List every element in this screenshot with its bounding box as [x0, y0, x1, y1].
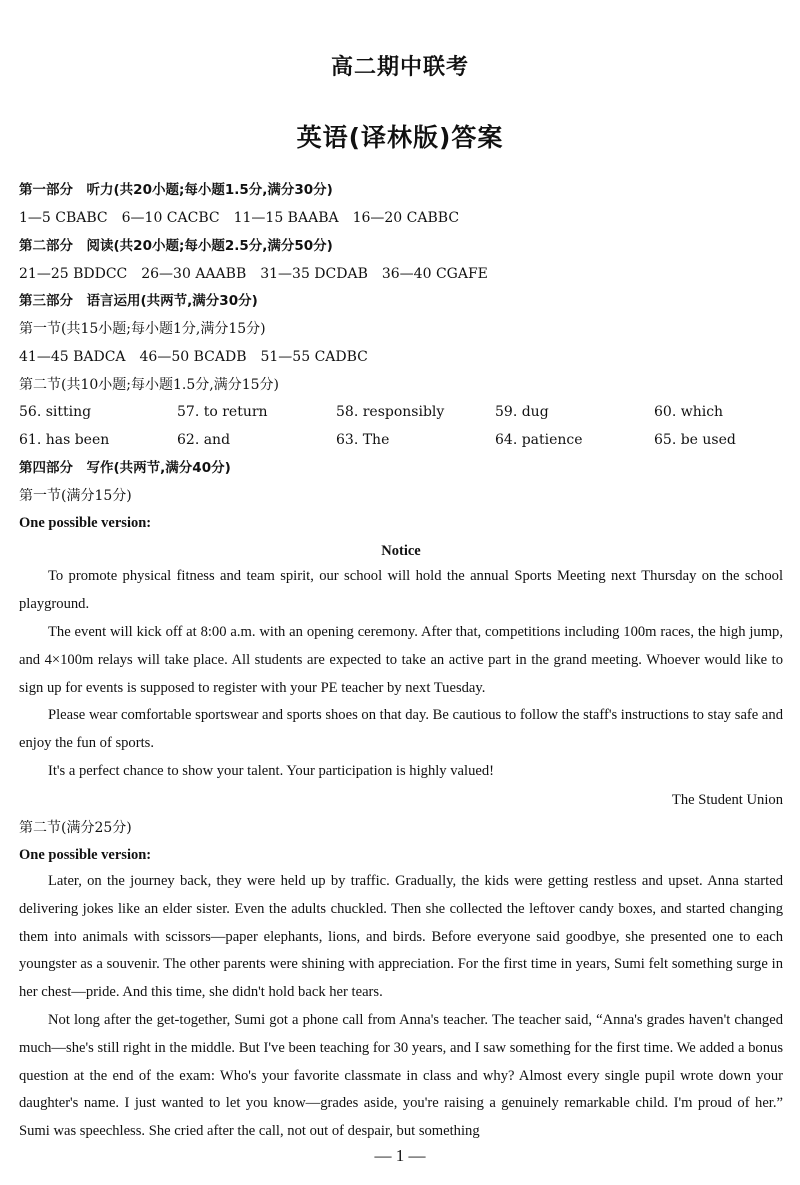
- exam-title: 高二期中联考: [330, 55, 469, 80]
- part3-section2-heading: 第二节(共10小题;每小题1.5分,满分15分): [19, 377, 279, 393]
- page-number: — 1 —: [374, 1146, 426, 1165]
- notice-paragraph: It's a perfect chance to show your talent. Your participation is highly valued!: [48, 763, 494, 779]
- answer-item: 64. patience: [495, 432, 583, 448]
- version-label: One possible version:: [19, 515, 152, 531]
- notice-paragraph: The event will kick off at 8:00 a.m. with an opening ceremony. After that, competitions including 100m races, the high jump, and 4×100m relays will take place. All students are expected to take an active part in the grand meeting. Whoever would like to sign up for events is supposed to register with your PE teacher by next Tuesday.: [19, 624, 783, 696]
- story-paragraph: Not long after the get-together, Sumi got a phone call from Anna's teacher. The teacher said, “Anna's grades haven't changed much—she's still right in the middle. But I've been teaching for 30 years, and I saw something for the first time. We added a bonus question at the end of the exam: Who's your favorite classmate in class and why? Almost every single pupil wrote down your daughter's name. I just wanted to let you know—grades aside, you're raising a genuinely remarkable child. I'm proud of her.” Sumi was speechless. She cried after the call, not out of despair, but something: [19, 1012, 783, 1140]
- part3-section1-heading: 第一节(共15小题;每小题1分,满分15分): [19, 321, 266, 337]
- answer-item: 57. to return: [177, 404, 268, 420]
- version-label: One possible version:: [19, 847, 152, 863]
- answer-item: 65. be used: [654, 432, 736, 448]
- answer-item: 59. dug: [495, 404, 549, 420]
- answer-item: 62. and: [177, 432, 231, 448]
- part2-heading: 第二部分 阅读(共20小题;每小题2.5分,满分50分): [19, 238, 333, 254]
- story-paragraph: Later, on the journey back, they were held up by traffic. Gradually, the kids were getting restless and upset. Anna started delivering jokes like an elder sister. Even the adults chuckled. Then she collected the leftover candy boxes, and started changing them into animals with scissors—paper elephants, lions, and birds. Before everyone said goodbye, she presented one to each youngster as a souvenir. The other parents were shining with appreciation. For the first time in years, Sumi felt something surge in her chest—pride. And this time, she didn't hold back her tears.: [19, 873, 783, 1001]
- part4-heading: 第四部分 写作(共两节,满分40分): [19, 460, 231, 476]
- notice-paragraph: To promote physical fitness and team spirit, our school will hold the annual Sports Meeting next Thursday on the school playground.: [19, 568, 783, 612]
- part4-section2-heading: 第二节(满分25分): [19, 820, 132, 836]
- part4-section1-heading: 第一节(满分15分): [19, 488, 132, 504]
- exam-subtitle: 英语(译林版)答案: [296, 123, 504, 152]
- notice-signature: The Student Union: [671, 792, 783, 808]
- answer-item: 58. responsibly: [336, 404, 445, 420]
- part1-heading: 第一部分 听力(共20小题;每小题1.5分,满分30分): [19, 182, 333, 198]
- answer-item: 60. which: [654, 404, 724, 420]
- answer-item: 61. has been: [19, 432, 110, 448]
- part3-heading: 第三部分 语言运用(共两节,满分30分): [19, 293, 258, 309]
- part3-section1-answers: 41—45 BADCA 46—50 BCADB 51—55 CADBC: [19, 349, 368, 365]
- part2-answers: 21—25 BDDCC 26—30 AAABB 31—35 DCDAB 36—40 CGAFE: [19, 266, 488, 282]
- answer-item: 56. sitting: [19, 404, 92, 420]
- answer-item: 63. The: [336, 432, 390, 448]
- notice-title: Notice: [381, 543, 421, 559]
- notice-paragraph: Please wear comfortable sportswear and sports shoes on that day. Be cautious to follow the staff's instructions to stay safe and enjoy the fun of sports.: [19, 707, 783, 751]
- part1-answers: 1—5 CBABC 6—10 CACBC 11—15 BAABA 16—20 CABBC: [19, 210, 460, 226]
